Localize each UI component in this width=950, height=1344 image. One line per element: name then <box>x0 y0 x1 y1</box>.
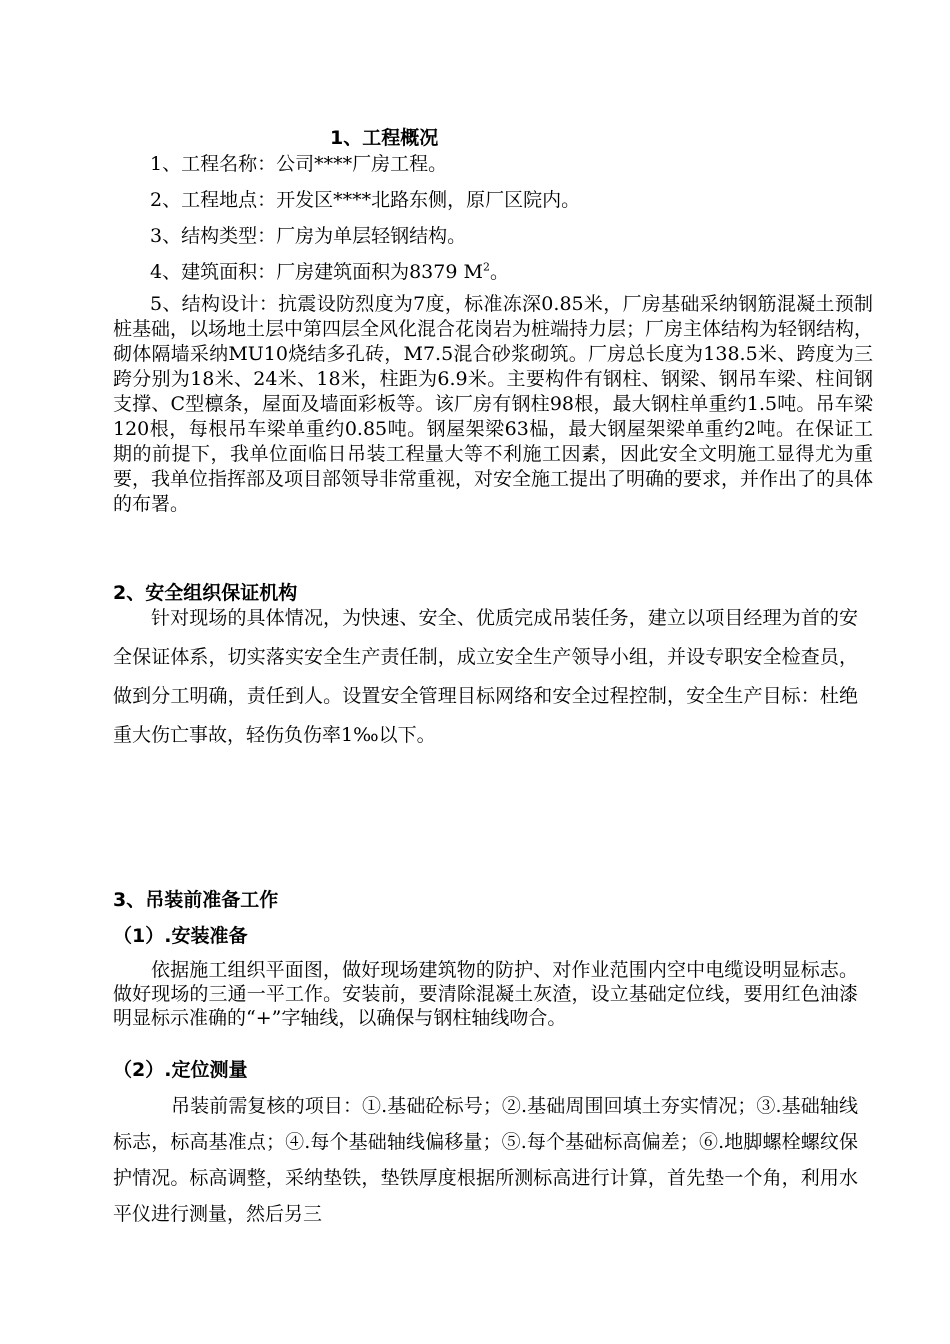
section-2-heading: 2、安全组织保证机构 <box>113 582 298 604</box>
installation-prep-heading: （1）.安装准备 <box>113 925 248 947</box>
positioning-survey-paragraph: 吊装前需复核的项目：①.基础砼标号；②.基础周围回填土夯实情况；③.基础轴线标志，标高基准点；④.每个基础轴线偏移量；⑤.每个基础标高偏差；⑥.地脚螺栓螺纹保护情况。标高调整，采纳垫铁，垫铁厚度根据所测标高进行计算，首先垫一个角，利用水平仪进行测量，然后另三 <box>113 1095 858 1225</box>
structure-type-item: 3、结构类型：厂房为单层轻钢结构。 <box>150 225 467 247</box>
area-unit-superscript: 2 <box>482 260 490 274</box>
positioning-survey-heading: （2）.定位测量 <box>113 1059 248 1081</box>
building-area-text: 4、建筑面积：厂房建筑面积为8379 M <box>150 261 483 283</box>
installation-prep-paragraph: 依据施工组织平面图，做好现场建筑物的防护、对作业范围内空中电缆设明显标志。做好现场的三通一平工作。安装前，要清除混凝土灰渣，设立基础定位线，要用红色油漆明显标示准确的“+”字轴线，以确保与钢柱轴线吻合。 <box>113 959 858 1029</box>
building-area-end: 。 <box>489 261 509 283</box>
structural-design-paragraph: 5、结构设计：抗震设防烈度为7度，标准冻深0.85米，厂房基础采纳钢筋混凝土预制桩基础，以场地土层中第四层全风化混合花岗岩为桩端持力层；厂房主体结构为轻钢结构，砌体隔墙采纳MU10烧结多孔砖，M7.5混合砂浆砌筑。厂房总长度为138.5米、跨度为三跨分别为18米、24米、18米，柱距为6.9米。主要构件有钢柱、钢梁、钢吊车梁、柱间钢支撑、C型檩条，屋面及墙面彩板等。该厂房有钢柱98根，最大钢柱单重约1.5吨。吊车梁120根，每根吊车梁单重约0.85吨。钢屋架梁63榀，最大钢屋架梁单重约2吨。在保证工期的前提下，我单位面临日吊装工程量大等不利施工因素，因此安全文明施工显得尤为重要，我单位指挥部及项目部领导非常重视，对安全施工提出了明确的要求，并作出了的具体的布署。 <box>113 293 874 515</box>
section-1-heading: 1、工程概况 <box>330 127 439 149</box>
project-location-item: 2、工程地点：开发区****北路东侧，原厂区院内。 <box>150 189 581 211</box>
safety-organization-paragraph: 针对现场的具体情况，为快速、安全、优质完成吊装任务，建立以项目经理为首的安全保证体系，切实落实安全生产责任制，成立安全生产领导小组，并设专职安全检查员，做到分工明确，责任到人。设置安全管理目标网络和安全过程控制，安全生产目标：杜绝重大伤亡事故，轻伤负伤率1‰以下。 <box>113 607 858 746</box>
project-name-item: 1、工程名称：公司****厂房工程。 <box>150 153 448 175</box>
building-area-item <box>150 260 509 284</box>
section-3-heading: 3、吊装前准备工作 <box>113 889 279 911</box>
